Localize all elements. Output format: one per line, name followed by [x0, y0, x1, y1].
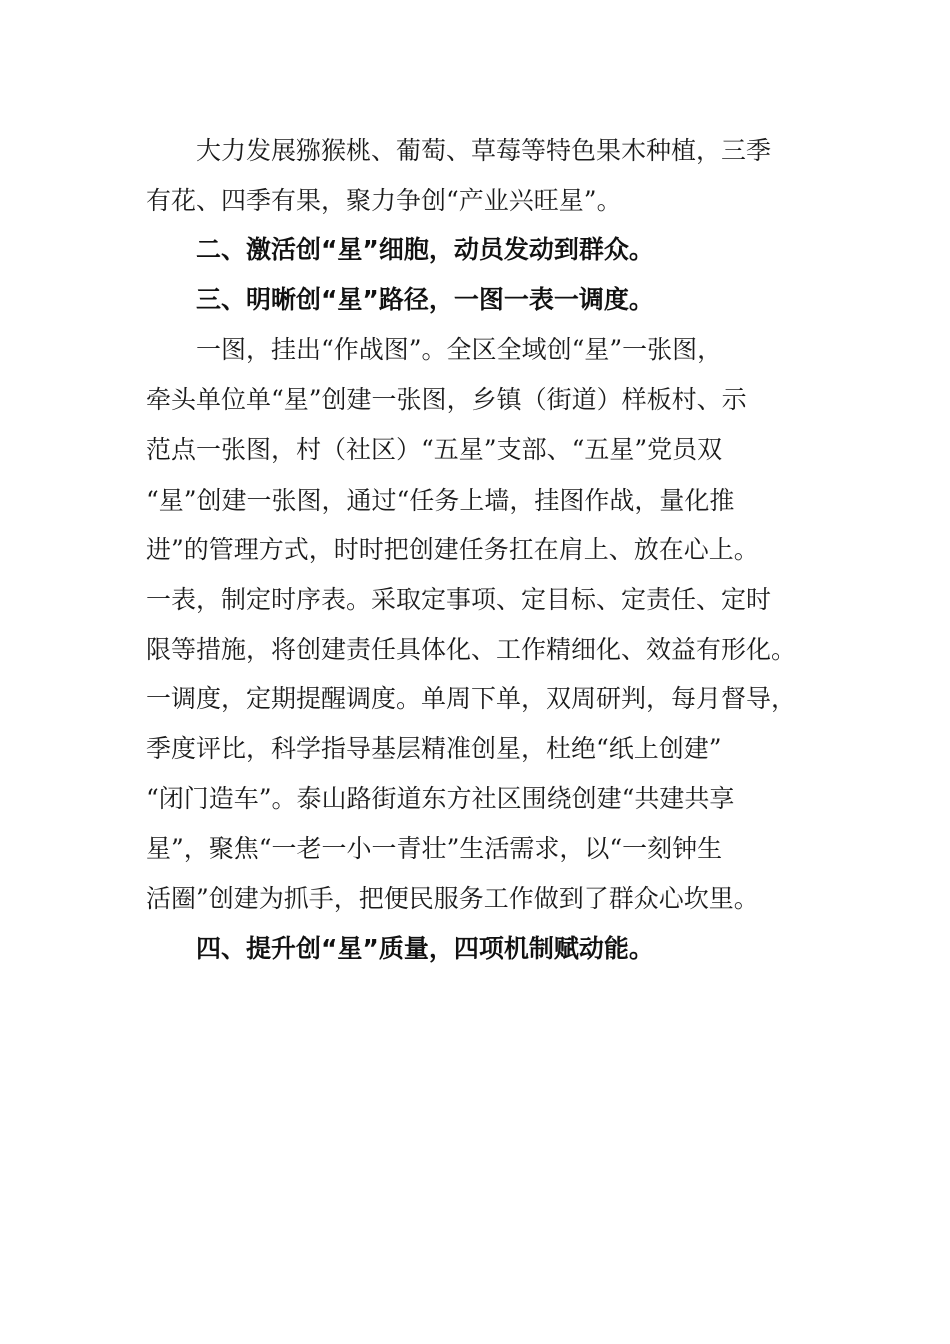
paragraph-line-6: 牵头单位单“星”创建一张图，乡镇（街道）样板村、示 [146, 385, 747, 414]
paragraph-line-5: 一图，挂出“作战图”。全区全域创“星”一张图， [196, 335, 723, 364]
paragraph-line-7: 范点一张图，村（社区）“五星”支部、“五星”党员双 [146, 435, 723, 464]
section-heading-4: 四、提升创“星”质量，四项机制赋动能。 [196, 934, 654, 963]
paragraph-line-11: 限等措施，将创建责任具体化、工作精细化、效益有形化。 [146, 635, 797, 664]
paragraph-line-10: 一表，制定时序表。采取定事项、定目标、定责任、定时 [146, 585, 772, 614]
paragraph-line-14: “闭门造车”。泰山路街道东方社区围绕创建“共建共享 [146, 784, 735, 813]
section-heading-3: 三、明晰创“星”路径，一图一表一调度。 [196, 285, 654, 314]
paragraph-line-9: 进”的管理方式，时时把创建任务扛在肩上、放在心上。 [146, 535, 759, 564]
paragraph-line-8: “星”创建一张图，通过“任务上墙，挂图作战，量化推 [146, 486, 735, 515]
paragraph-line-16: 活圈”创建为抓手，把便民服务工作做到了群众心坎里。 [146, 884, 759, 913]
paragraph-line-13: 季度评比，科学指导基层精准创星，杜绝“纸上创建” [146, 734, 722, 763]
paragraph-line-1: 大力发展猕猴桃、葡萄、草莓等特色果木种植，三季 [196, 136, 772, 165]
paragraph-line-2: 有花、四季有果，聚力争创“产业兴旺星”。 [146, 186, 622, 215]
section-heading-2: 二、激活创“星”细胞，动员发动到群众。 [196, 235, 654, 264]
paragraph-line-12: 一调度，定期提醒调度。单周下单，双周研判，每月督导， [146, 684, 797, 713]
paragraph-line-15: 星”，聚焦“一老一小一青壮”生活需求，以“一刻钟生 [146, 834, 723, 863]
